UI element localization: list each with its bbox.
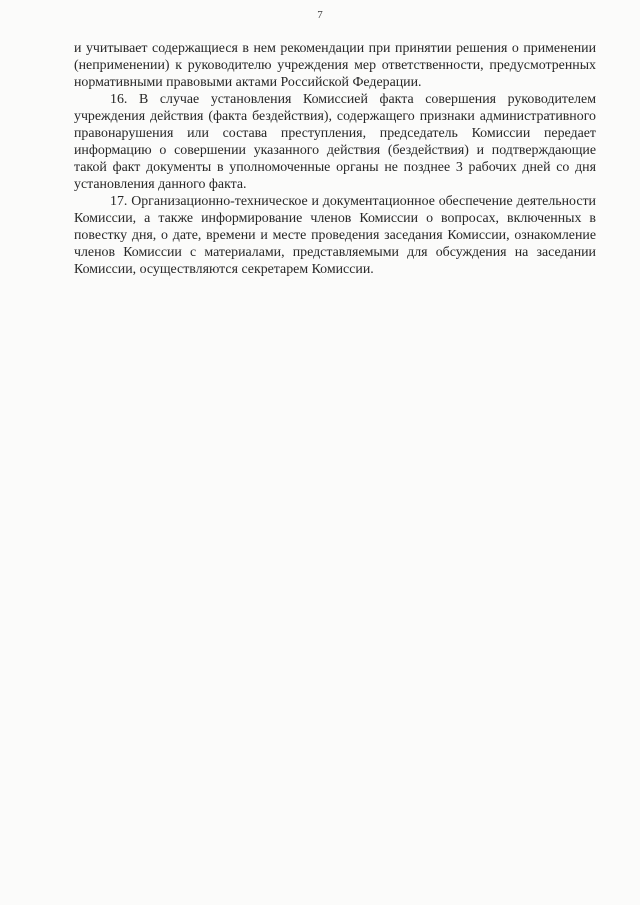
- page-number: 7: [317, 9, 323, 21]
- paragraph-continuation: и учитывает содержащиеся в нем рекомендации при принятии решения о применении (неприменении) к руководителю учреждения мер ответственности, предусмотренных нормативными правовыми актами Российской Федерации.: [74, 41, 596, 90]
- document-body: [74, 40, 596, 278]
- paragraph-16: 16. В случае установления Комиссией факта совершения руководителем учреждения действия (факта бездействия), содержащего признаки административного правонарушения или состава преступления, председатель Комиссии передает информацию о совершении указанного действия (бездействия) и подтверждающие такой факт документы в уполномоченные органы не позднее 3 рабочих дней со дня установления данного факта.: [74, 92, 596, 192]
- paragraph-17: 17. Организационно-техническое и документационное обеспечение деятельности Комиссии, а также информирование членов Комиссии о вопросах, включенных в повестку дня, о дате, времени и месте проведения заседания Комиссии, ознакомление членов Комиссии с материалами, представляемыми для обсуждения на заседании Комиссии, осуществляются секретарем Комиссии.: [74, 194, 596, 277]
